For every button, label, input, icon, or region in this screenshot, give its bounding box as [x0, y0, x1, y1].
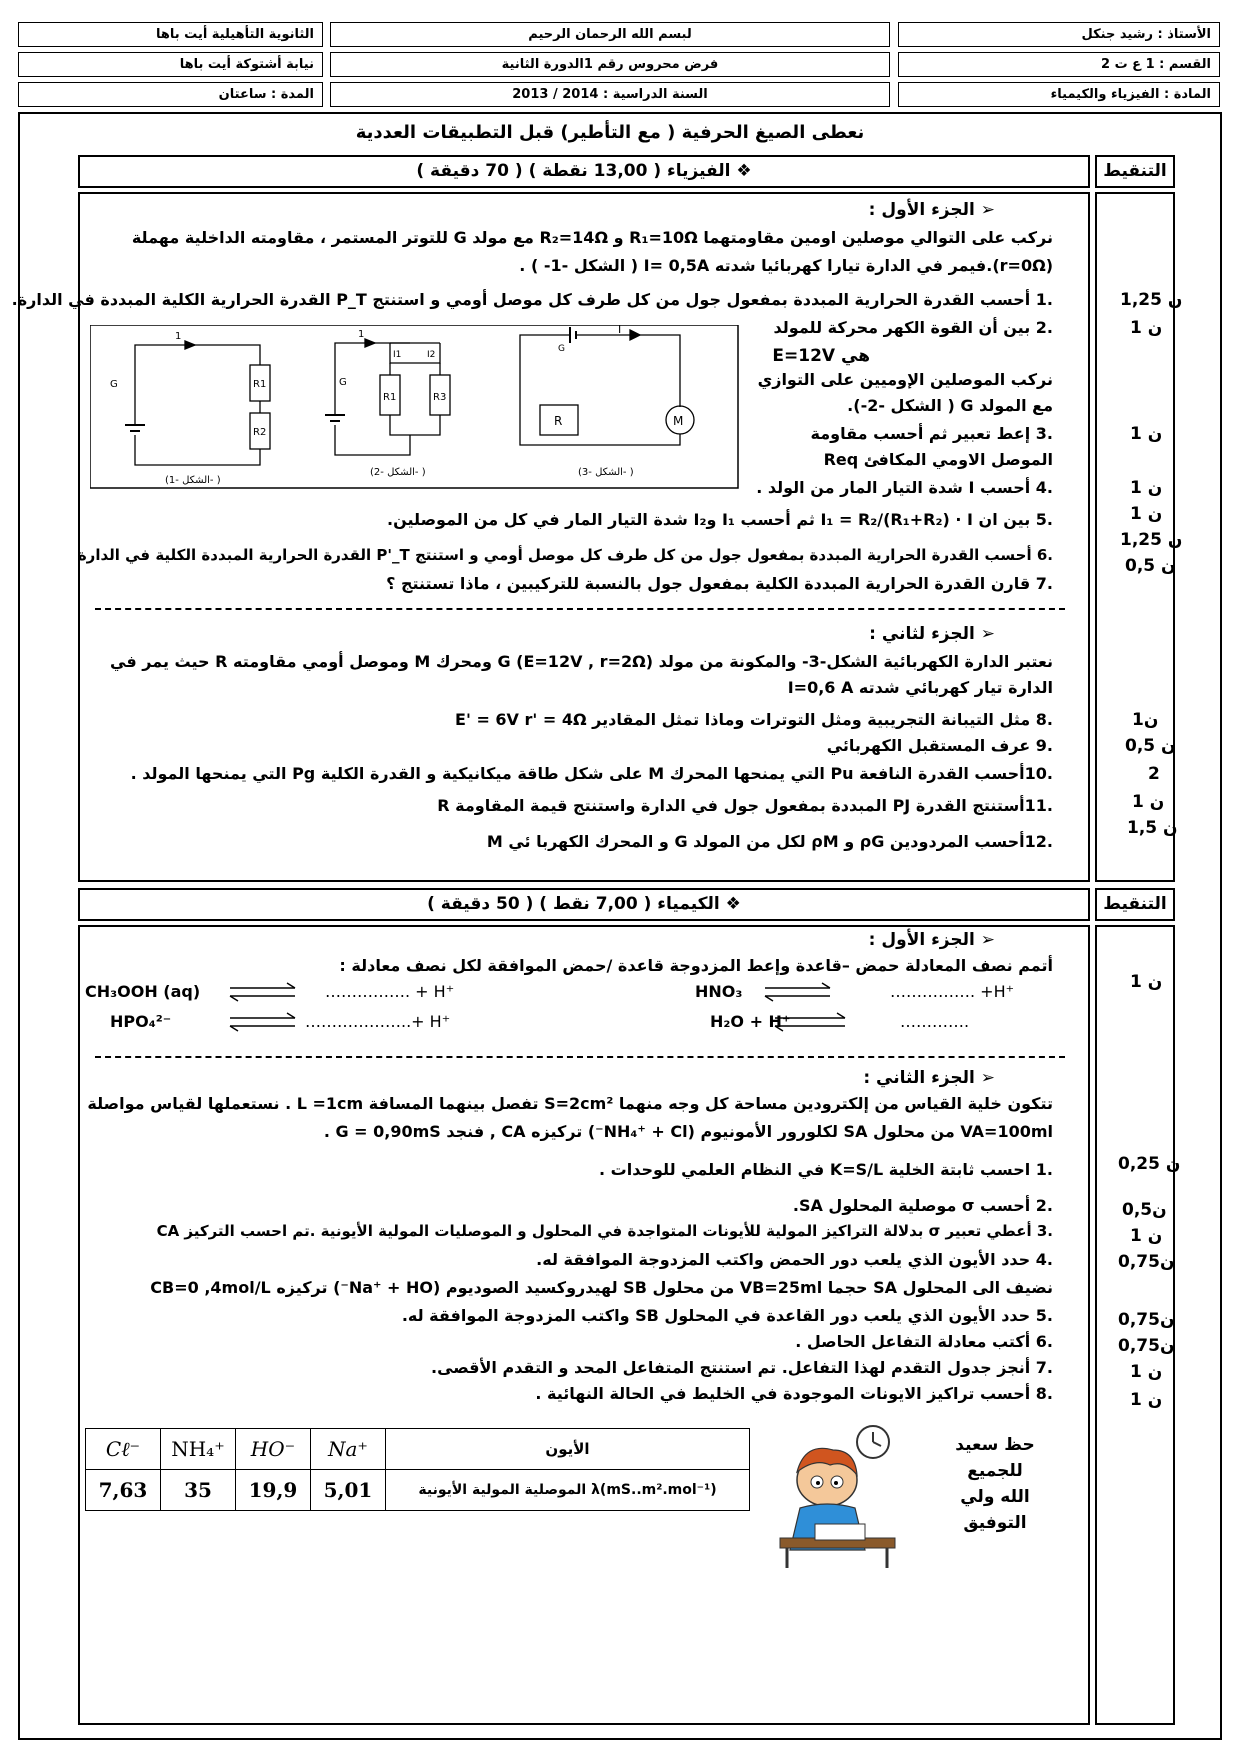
chem-q6: .6 أكتب معادلة التفاعل الحاصل .: [795, 1332, 1053, 1351]
score-c-part1: 1 ن: [1130, 972, 1163, 992]
physics-q6: .6 أحسب القدرة الحرارية المبددة بمفعول جول من كل طرف كل موصل أومي و استنتج P'_T القدرة الحرارية المبددة الكلية في الدارة: [77, 546, 1053, 564]
chem-part1-title: ➢ الجزء الأول :: [868, 930, 995, 950]
ion-nh4: NH₄⁺: [161, 1429, 236, 1470]
score-p-q7: 0,5 ن: [1125, 556, 1176, 576]
fig2-current: 1: [358, 329, 365, 340]
fig3-M: M: [673, 414, 684, 428]
physics-q10: .10أحسب القدرة النافعة Pu التي يمنحها المحرك M على شكل طاقة ميكانيكية و القدرة الكلية Pg التي يمنحها المولد .: [130, 764, 1053, 783]
closing-line-4: التوفيق: [963, 1513, 1027, 1533]
conductivity-table: [85, 1428, 750, 1511]
ion-cl: Cℓ⁻: [86, 1429, 161, 1470]
physics-mid2: مع المولد G ( الشكل -2-).: [847, 396, 1053, 415]
physics-q4: .4 أحسب I شدة التيار المار من الولد .: [756, 478, 1053, 497]
header-school: الثانوية التأهيلية أيت باها: [18, 22, 323, 47]
circuit-figures: [90, 325, 740, 490]
fig2-R3: R3: [433, 392, 447, 403]
score-c-q3: 1 ن: [1130, 1226, 1163, 1246]
chem-mid: نضيف الى المحلول SA حجما VB=25ml من محلول SB لهيدروكسيد الصوديوم (Na⁺ + HO⁻) تركيزه CB=0 ,4mol/L: [150, 1278, 1053, 1297]
physics-q11: .11أستنتج القدرة PJ المبددة بمفعول جول في الدارة واستنتج قيمة المقاومة R: [437, 796, 1053, 815]
eq2-left: HPO₄²⁻: [110, 1012, 172, 1031]
ion-na: Na⁺: [311, 1429, 386, 1470]
equilibrium-arrows-left: [225, 980, 305, 1036]
figure-3: [520, 327, 694, 445]
chemistry-score-header: التنقيط: [1095, 888, 1175, 921]
eq1-right: ……………. + H⁺: [325, 982, 455, 1001]
header-exam-title: فرض محروس رقم 1الدورة الثانية: [330, 52, 890, 77]
lambda-na: 5,01: [311, 1470, 386, 1511]
closing-line-2: للجميع: [967, 1461, 1023, 1481]
chem-q3: .3 أعطي تعبير σ بدلالة التراكيز المولية للأيونات المتواجدة في المحلول و الموصليات المولية الأيونية .تم احسب التركيز CA: [156, 1222, 1053, 1240]
eq2-right: ………………..+ H⁺: [305, 1012, 451, 1031]
chemistry-title: ❖ الكيمياء ( 7,00 نقط ) ( 50 دقيقة ): [78, 888, 1090, 921]
chem-q4: .4 حدد الأيون الذي يلعب دور الحمض واكتب المزدوجة الموافقة له.: [536, 1250, 1053, 1269]
physics-part2-intro2: الدارة تيار كهربائي شدته I=0,6 A: [787, 678, 1053, 697]
label-ion: الأيون: [386, 1429, 750, 1470]
physics-part2-intro1: نعتبر الدارة الكهربائية الشكل-3- والمكونة من مولد G (E=12V , r=2Ω) ومحرك M وموصل أومي مقاومته R حيث يمر في: [110, 652, 1053, 671]
physics-part2-title: ➢ الجزء لثاني :: [869, 624, 995, 644]
chem-q2: .2 أحسب σ موصلية المحلول SA.: [792, 1196, 1053, 1215]
score-p-q10: 2: [1148, 764, 1160, 784]
score-c-q6: 0,75ن: [1118, 1336, 1175, 1356]
chem-q1: .1 احسب ثابتة الخلية K=S/L في النظام العلمي للوحدات .: [599, 1160, 1053, 1179]
header-basmala: لبسم الله الرحمان الرحيم: [330, 22, 890, 47]
score-p-q12: 1,5 ن: [1127, 818, 1178, 838]
physics-q1: .1 أحسب القدرة الحرارية المبددة بمفعول جول من كل طرف كل موصل أومي و استنتج P_T القدرة الحرارية الكلية المبددة في الدارة.: [11, 290, 1053, 309]
eq1-left: CH₃OOH (aq): [85, 982, 201, 1001]
physics-q2b: هي E=12V: [772, 346, 870, 366]
header-class: القسم : 1 ع ت 2: [898, 52, 1220, 77]
score-c-q5: 0,75ن: [1118, 1310, 1175, 1330]
closing-line-3: الله ولي: [960, 1487, 1030, 1507]
fig1-R2: R2: [253, 427, 267, 438]
chem-part1-intro: أتمم نصف المعادلة حمض –قاعدة وإعط المزدوجة قاعدة /حمض الموافقة لكل نصف معادلة :: [339, 956, 1053, 975]
physics-q3b: الموصل الاومي المكافئ Req: [823, 450, 1053, 469]
fig3-R: R: [554, 414, 563, 428]
fig3-caption: (الشكل -3- ): [578, 467, 634, 478]
score-p-q2: 1 ن: [1130, 318, 1163, 338]
closing-line-1: حظ سعيد: [955, 1435, 1035, 1455]
score-p-q8: 1ن: [1132, 710, 1159, 730]
score-p-q9: 0,5 ن: [1125, 736, 1176, 756]
physics-q12: .12أحسب المردودين ρG و ρM لكل من المولد G و المحرك الكهربا ئي M: [486, 832, 1053, 851]
student-illustration: [775, 1420, 915, 1570]
header-directorate: نيابة أشتوكة أيت باها: [18, 52, 323, 77]
fig2-R1: R1: [383, 392, 397, 403]
score-p-q4: 1 ن: [1130, 478, 1163, 498]
label-lambda: الموصلية المولية الأيونية λ(mS..m².mol⁻¹): [386, 1470, 750, 1511]
fig1-caption: (الشكل -1- ): [165, 475, 221, 486]
lambda-cl: 7,63: [86, 1470, 161, 1511]
score-p-q11: 1 ن: [1132, 792, 1165, 812]
fig1-R1: R1: [253, 379, 267, 390]
physics-q7: .7 قارن القدرة الحرارية المبددة الكلية بمفعول جول بالنسبة للتركيبين ، ماذا تستنتج ؟: [386, 574, 1053, 593]
chem-part2-intro1: تتكون خلية القياس من إلكترودين مساحة كل وجه منهما S=2cm² تفصل بينهما المسافة L =1cm . نستعملها لقياس مواصلة: [87, 1094, 1053, 1113]
closing-message: [925, 1432, 1065, 1536]
figures-frame: [90, 325, 738, 488]
fig2-caption: (الشكل -2- ): [370, 467, 426, 478]
physics-part1-intro2: (r=0Ω).فيمر في الدارة تيارا كهربائيا شدته I= 0,5A ( الشكل -1- ) .: [519, 256, 1053, 275]
physics-q5: .5 بين ان I₁ = R₂/(R₁+R₂) · I ثم أحسب I₁ وI₂ شدة التيار المار في كل من الموصلين.: [387, 510, 1053, 529]
fig2-G: G: [339, 377, 347, 388]
physics-q2a: .2 بين أن القوة الكهر محركة للمولد: [773, 318, 1053, 337]
lambda-ho: 19,9: [236, 1470, 311, 1511]
fig3-G: G: [558, 344, 565, 354]
chem-q7: .7 أنجز جدول التقدم لهذا التفاعل. تم استنتج المتفاعل المحد و التقدم الأقصى.: [430, 1358, 1053, 1377]
ion-ho: HO⁻: [236, 1429, 311, 1470]
physics-part1-intro1: نركب على التوالي موصلين اومين مقاومتهما R₁=10Ω و R₂=14Ω مع مولد G للتوتر المستمر ، مقاومته الداخلية مهملة: [131, 228, 1053, 247]
fig2-I2: I2: [427, 350, 436, 360]
physics-q3a: .3 إعط تعبير ثم أحسب مقاومة: [810, 424, 1053, 443]
eq3-right: ……………. +H⁺: [890, 982, 1015, 1001]
lambda-nh4: 35: [161, 1470, 236, 1511]
eq4-right: ………….: [900, 1012, 970, 1031]
physics-q8: .8 مثل التيبانة التجريبية ومثل التوترات وماذا تمثل المقادير E' = 6V r' = 4Ω: [455, 710, 1053, 729]
table-row: [86, 1429, 750, 1470]
score-p-q5: 1 ن: [1130, 504, 1163, 524]
score-c-q1: 0,25 ن: [1118, 1154, 1181, 1174]
header-subject: المادة : الفيزياء والكيمياء: [898, 82, 1220, 107]
fig1-current: 1: [175, 331, 182, 342]
score-p-q1: 1,25 ن: [1120, 290, 1183, 310]
score-p-q3: 1 ن: [1130, 424, 1163, 444]
score-c-q7: 1 ن: [1130, 1362, 1163, 1382]
score-c-q4: 0,75ن: [1118, 1252, 1175, 1272]
eq3-left: HNO₃: [695, 982, 743, 1001]
chem-part2-title: ➢ الجزء الثاني :: [863, 1068, 995, 1088]
header-duration: المدة : ساعتان: [18, 82, 323, 107]
fig2-I1: I1: [393, 350, 402, 360]
score-c-q8: 1 ن: [1130, 1390, 1163, 1410]
physics-q9: .9 عرف المستقبل الكهربائي: [826, 736, 1053, 755]
header-year: السنة الدراسية : 2014 / 2013: [330, 82, 890, 107]
physics-title: ❖ الفيزياء ( 13,00 نقطة ) ( 70 دقيقة ): [78, 155, 1090, 188]
header-teacher: الأستاذ : رشيد جنكل: [898, 22, 1220, 47]
fig1-G: G: [110, 379, 118, 390]
eq4-left: H₂O + H⁺: [710, 1012, 791, 1031]
instruction: نعطى الصيغ الحرفية ( مع التأطير) قبل التطبيقات العددية: [355, 122, 865, 143]
score-p-q6: 1,25 ن: [1120, 530, 1183, 550]
figure-1: [125, 341, 270, 465]
chem-part2-intro2: VA=100ml من محلول SA لكلورور الأمونيوم (NH₄⁺ + Cl⁻) تركيزه CA , فنجد G = 0,90mS .: [323, 1122, 1053, 1141]
physics-mid1: نركب الموصلين الإوميين على التوازي: [757, 370, 1053, 389]
score-c-q2: 0,5ن: [1122, 1200, 1167, 1220]
fig3-I: I: [618, 325, 622, 336]
equilibrium-arrows-right: [760, 980, 860, 1036]
chem-divider: [95, 1056, 1065, 1058]
chem-q5: .5 حدد الأيون الذي يلعب دور القاعدة في المحلول SB واكتب المزدوجة الموافقة له.: [401, 1306, 1053, 1325]
chem-q8: .8 أحسب تراكيز الايونات الموجودة في الخليط في الحالة النهائية .: [535, 1384, 1053, 1403]
physics-divider: [95, 608, 1065, 610]
table-row: [86, 1470, 750, 1511]
physics-part1-title: ➢ الجزء الأول :: [868, 200, 995, 220]
physics-score-header: التنقيط: [1095, 155, 1175, 188]
